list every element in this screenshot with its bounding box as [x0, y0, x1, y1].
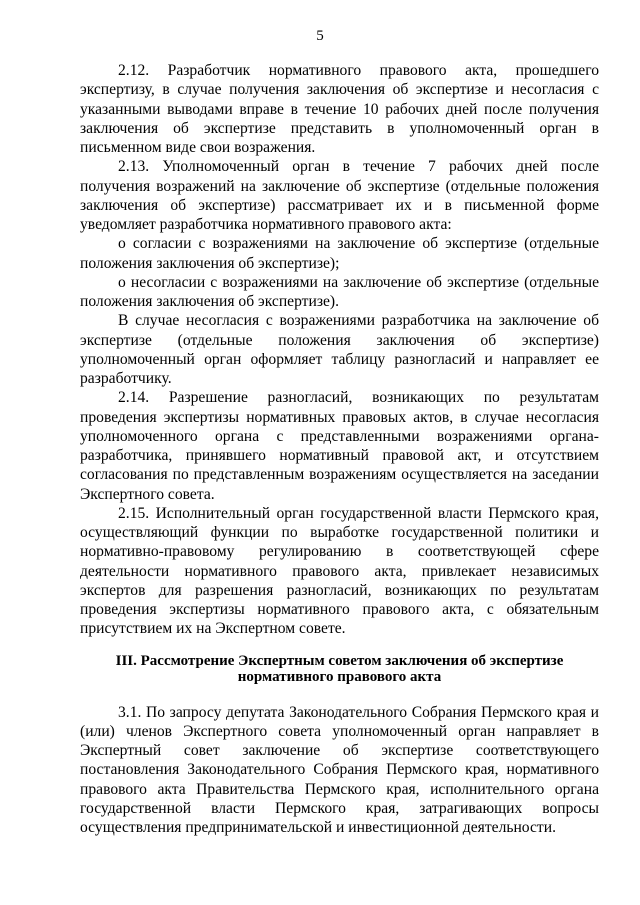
paragraph-3-1: 3.1. По запросу депутата Законодательного Собрания Пермского края и (или) членов Экспертного совета уполномоченный орган направляет в Экспертный совет заключение об экспертизе соответствующего постановления Законодательного Собрания Пермского края, нормативного правового акта Правительства Пермского края, исполнительного органа государственной власти Пермского края, затрагивающих вопросы осуществления предпринимательской и инвестиционной деятельности.: [80, 703, 599, 836]
paragraph-2-14: 2.14. Разрешение разногласий, возникающих по результатам проведения экспертизы нормативных правовых актов, в случае несогласия уполномоченного органа с представленными возражениями органа-разработчика, принявшего нормативный правовой акт, и отсутствием согласования по представленным возражениям осуществляется на заседании Экспертного совета.: [80, 389, 599, 503]
section-title: III. Рассмотрение Экспертным советом заключения об экспертизе нормативного правового акта: [115, 652, 564, 685]
paragraph-2-13: 2.13. Уполномоченный орган в течение 7 рабочих дней после получения возражений на заключение об экспертизе (отдельные положения заключения об экспертизе) рассматривает их и в письменной форме уведомляет разработчика нормативного правового акта:: [80, 158, 599, 233]
page-number: 5: [316, 28, 324, 44]
paragraph-2-15: 2.15. Исполнительный орган государственной власти Пермского края, осуществляющий функции по выработке государственной политики и нормативно-правовому регулированию в соответствующей сфере деятельности нормативного правового акта, привлекает независимых экспертов для разрешения разногласий, возникающих по результатам проведения экспертизы нормативного правового акта, с обязательным присутствием их на Экспертном совете.: [80, 504, 599, 638]
paragraph-2-13-disagreement: о несогласии с возражениями на заключение об экспертизе (отдельные положения заключения об экспертизе).: [80, 273, 599, 310]
document-body: [80, 61, 599, 837]
paragraph-2-13-disagreement-table: В случае несогласия с возражениями разработчика на заключение об экспертизе (отдельные положения заключения об экспертизе) уполномоченный орган оформляет таблицу разногласий и направляет ее разработчику.: [80, 312, 599, 387]
paragraph-2-12: 2.12. Разработчик нормативного правового акта, прошедшего экспертизу, в случае получения заключения об экспертизе и несогласия с указанными выводами вправе в течение 10 рабочих дней после получения заключения об экспертизе представить в уполномоченный орган в письменном виде свои возражения.: [80, 62, 599, 156]
paragraph-2-13-agreement: о согласии с возражениями на заключение об экспертизе (отдельные положения заключения об экспертизе);: [80, 235, 599, 272]
